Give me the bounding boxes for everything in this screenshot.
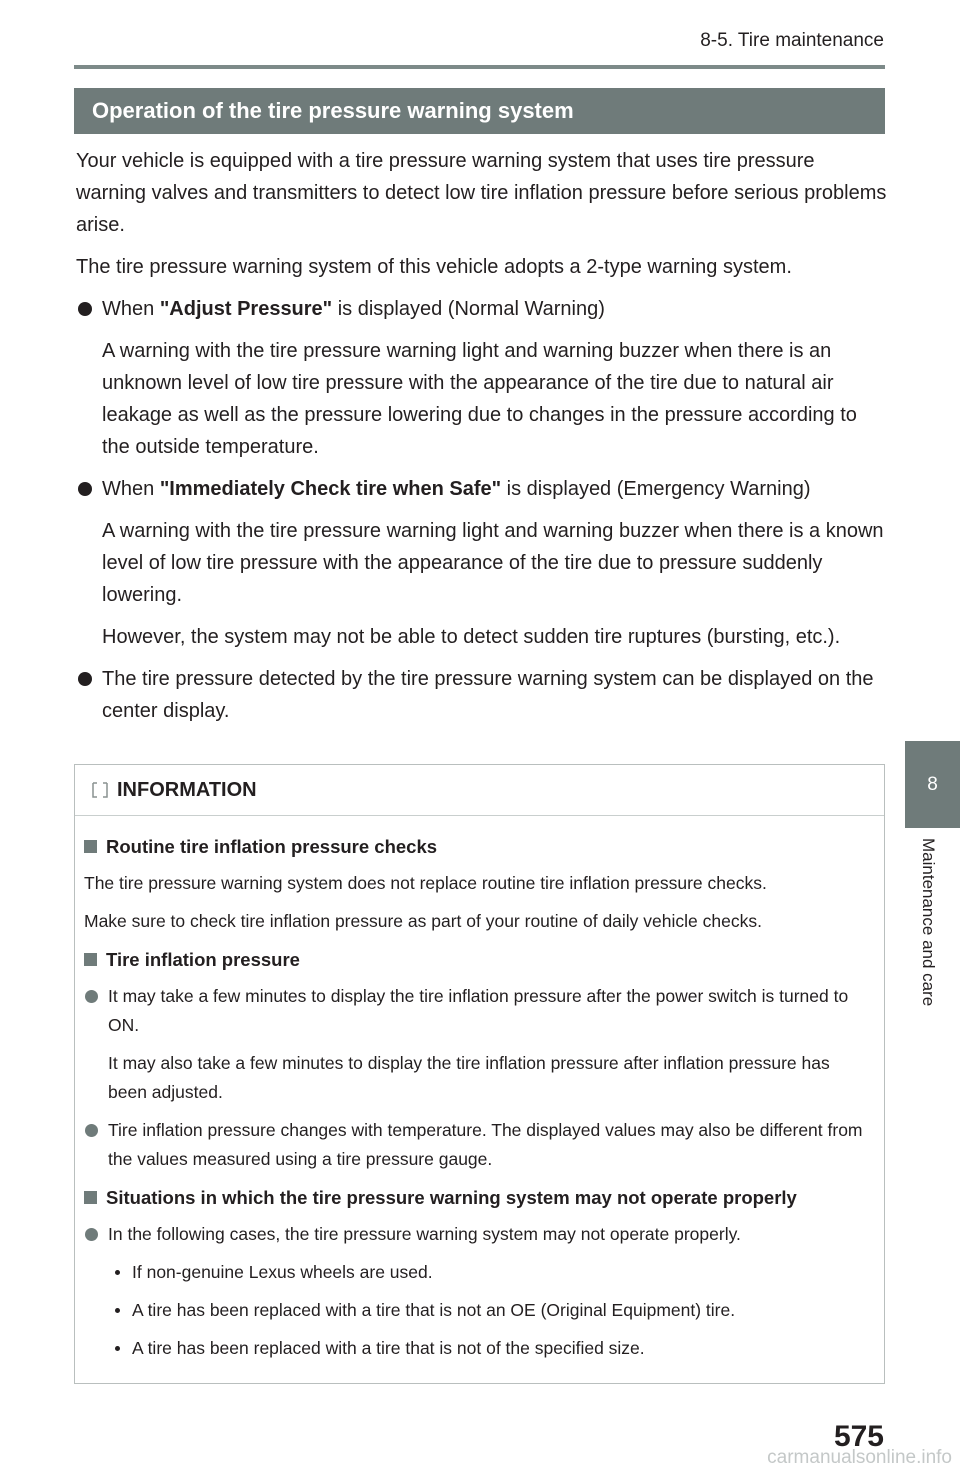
info-bullet-text: In the following cases, the tire pressure warning system may not operate properly. xyxy=(108,1224,741,1244)
chapter-label: Maintenance and care xyxy=(919,838,938,1007)
subsection-heading: Tire inflation pressure xyxy=(84,945,864,974)
square-bullet-icon xyxy=(84,840,97,853)
main-content xyxy=(76,145,888,737)
bullet-lead: When "Adjust Pressure" is displayed (Normal Warning) xyxy=(102,298,605,320)
bullet-dot-icon xyxy=(78,672,92,686)
info-bullet-text: Tire inflation pressure changes with temperature. The displayed values may also be different from the values measured using a tire pressure gauge. xyxy=(108,1120,863,1169)
sub-list-item: A tire has been replaced with a tire that is not of the specified size. xyxy=(84,1334,864,1363)
note-icon xyxy=(91,779,109,801)
bullet-dot-icon xyxy=(78,302,92,316)
information-body xyxy=(75,816,884,1363)
information-title: INFORMATION xyxy=(117,778,257,801)
chapter-tab: 8 xyxy=(905,741,960,828)
bullet-dot-icon xyxy=(78,482,92,496)
bullet-lead: When "Immediately Check tire when Safe" is displayed (Emergency Warning) xyxy=(102,478,811,500)
display-message: "Immediately Check tire when Safe" xyxy=(159,478,502,500)
info-bullet xyxy=(84,1116,864,1174)
intro-paragraph: Your vehicle is equipped with a tire pressure warning system that uses tire pressure warning valves and transmitters to detect low tire inflation pressure before serious problems arise. xyxy=(76,150,887,236)
bullet-description: The tire pressure detected by the tire pressure warning system can be displayed on the center display. xyxy=(102,668,874,722)
bullet-dot-icon xyxy=(85,1124,98,1137)
sub-list-item: If non-genuine Lexus wheels are used. xyxy=(84,1258,864,1287)
display-message: "Adjust Pressure" xyxy=(159,298,333,320)
page-number: 575 xyxy=(833,1420,884,1453)
info-bullet xyxy=(84,982,864,1107)
square-bullet-icon xyxy=(84,953,97,966)
intro-paragraph: The tire pressure warning system of this vehicle adopts a 2-type warning system. xyxy=(76,256,792,278)
bullet-description: However, the system may not be able to detect sudden tire ruptures (bursting, etc.). xyxy=(102,626,841,648)
info-paragraph: The tire pressure warning system does not replace routine tire inflation pressure checks. xyxy=(84,873,767,893)
bullet-description: A warning with the tire pressure warning light and warning buzzer when there is a known level of low tire pressure with the appearance of the tire due to pressure suddenly lowering. xyxy=(102,520,884,606)
subsection-heading: Situations in which the tire pressure warning system may not operate properly xyxy=(84,1183,864,1212)
info-bullet-text: It may take a few minutes to display the tire inflation pressure after the power switch is turned to ON. xyxy=(108,986,849,1035)
running-header: 8-5. Tire maintenance xyxy=(700,30,884,51)
sub-list-item: A tire has been replaced with a tire that is not an OE (Original Equipment) tire. xyxy=(84,1296,864,1325)
bullet-item xyxy=(76,663,888,727)
watermark: carmanualsonline.info xyxy=(767,1447,952,1468)
info-bullet-text: It may also take a few minutes to display the tire inflation pressure after inflation pressure has been adjusted. xyxy=(108,1053,830,1102)
section-heading: Operation of the tire pressure warning system xyxy=(74,88,885,134)
bullet-dot-icon xyxy=(85,990,98,1003)
bullet-dot-icon xyxy=(85,1228,98,1241)
info-bullet xyxy=(84,1220,864,1249)
information-header xyxy=(75,765,884,816)
bullet-description: A warning with the tire pressure warning light and warning buzzer when there is an unknown level of low tire pressure with the appearance of the tire due to natural air leakage as well as the pressure lowering due to changes in the pressure according to the outside temperature. xyxy=(102,340,857,458)
subsection-heading: Routine tire inflation pressure checks xyxy=(84,832,864,861)
info-paragraph: Make sure to check tire inflation pressure as part of your routine of daily vehicle checks. xyxy=(84,911,762,931)
header-divider xyxy=(74,65,885,69)
square-bullet-icon xyxy=(84,1191,97,1204)
information-box xyxy=(74,764,885,1384)
bullet-item xyxy=(76,473,888,653)
bullet-item xyxy=(76,293,888,463)
